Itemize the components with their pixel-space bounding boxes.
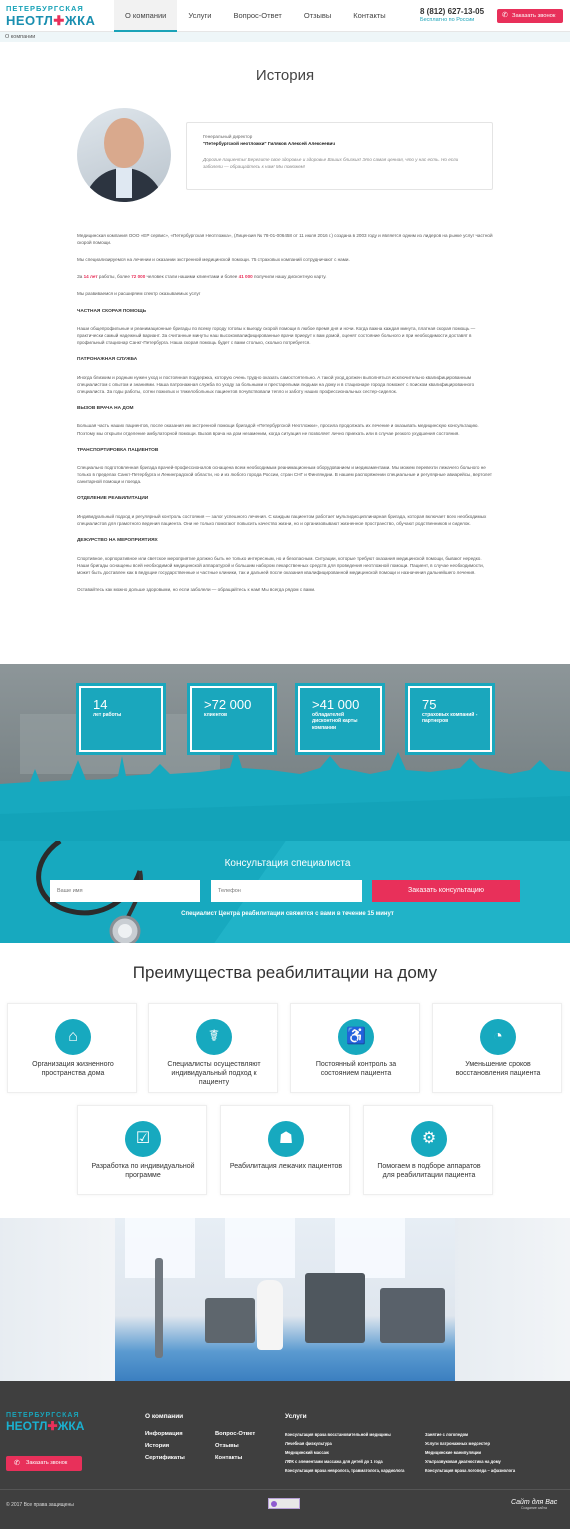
exercise-machine — [380, 1288, 445, 1343]
footer-service-link[interactable]: Консультация врача восстановительной медицины — [285, 1432, 391, 1437]
article-figures — [77, 273, 493, 280]
footer-link-reviews[interactable]: Отзывы — [215, 1443, 239, 1449]
stat-cards — [298, 686, 382, 752]
breadcrumb — [0, 32, 570, 42]
article-expansion: Мы развиваемся и расширяем спектр оказываемых услуг — [77, 291, 201, 297]
footer-service-link[interactable]: ЛФК с элементами массажа для детей до 1 года — [285, 1459, 383, 1464]
nav-contacts[interactable]: Контакты — [353, 11, 386, 20]
article-specialization: Мы специализируемся на лечении и оказании экстренной медицинской помощи. 75 страховых компаний сотрудничают с нами. — [77, 257, 350, 263]
main-nav — [114, 0, 397, 32]
figures-years: 14 лет — [83, 274, 98, 280]
footer-service-link[interactable]: Консультация врача логопеда – афазиолога — [425, 1468, 516, 1473]
developer-mark-sub: Создание сайта — [521, 1506, 547, 1510]
breadcrumb-item[interactable]: О компании — [5, 34, 36, 40]
advantages-title: Преимущества реабилитации на дому — [132, 963, 438, 982]
exercise-machine — [205, 1298, 255, 1343]
consultation-title: Консультация специалиста — [224, 858, 351, 869]
nav-faq[interactable]: Вопрос-Ответ — [233, 11, 282, 20]
section-heading-home-doctor: ВЫЗОВ ВРАЧА НА ДОМ — [77, 406, 134, 412]
photo-left-faded — [0, 1218, 115, 1381]
article-closing: Оставайтесь как можно дольше здоровыми, но если заболели — обращайтесь к нам! Мы всегда рядом с вами. — [77, 586, 316, 592]
footer-service-link[interactable]: Лечебная физкультура — [285, 1441, 332, 1446]
footer-logo-text-b: ЖКА — [57, 1419, 85, 1433]
footer-call-button[interactable] — [6, 1456, 82, 1471]
footer-about-title: О компании — [145, 1413, 184, 1420]
logo-text-a: НЕОТЛ — [6, 12, 54, 28]
footer-logo-line2 — [6, 1420, 84, 1432]
footer-service-link[interactable]: Ультразвуковая диагностика на дому — [425, 1459, 501, 1464]
advantage-label: Уменьшение сроков восстановления пациента — [455, 1061, 541, 1078]
rehab-gym-photo — [0, 1218, 570, 1381]
footer — [0, 1381, 570, 1529]
developer-mark-text: Сайт для Вас — [511, 1499, 558, 1506]
patient-figure — [257, 1280, 283, 1350]
footer-divider — [0, 1489, 570, 1490]
logo-text-b: ЖКА — [64, 12, 96, 28]
counter-logo-icon — [271, 1501, 277, 1507]
figures-text-b: работы, более — [97, 274, 132, 280]
logo[interactable] — [6, 5, 95, 27]
director-head — [104, 118, 144, 168]
section-text-patronage: Иногда близким и родным нужен уход и постоянная поддержка, которую очень трудно оказать самостоятельно. А такой уход должен выполняться исключительно квалифицированным специалистом с опытом и знаниями. Наша патронажная служба по уходу за больными и престарелыми людьми на дому и в стационаре города поможет с поиском квалифицированного специалиста. За годы работы, сотни пожилых и тяжелобольных пациентов почувствовали тепло и заботу наших профессиональных сестер-сиделок. — [77, 374, 475, 394]
exercise-machine — [305, 1273, 365, 1343]
developer-mark[interactable] — [511, 1499, 557, 1510]
phone-icon: ✆ — [14, 1460, 20, 1467]
advantage-card — [7, 1003, 137, 1093]
figures-cards: 41 000 — [238, 274, 253, 280]
figures-text-d: получили нашу дисконтную карту. — [252, 274, 327, 280]
header — [0, 0, 570, 32]
director-name: "Петербургской неотложки" Гиляков Алексей Алексеевич — [203, 140, 336, 146]
section-text-ambulance: Наши общепрофильные и реанимационные бригады по всему городу готовы к выезду скорой помощи в любое время дня и ночи. Когда важна каждая минута, платная скорая помощь — практически самый надежный вариант. За считанные минуты наш высококвалифицированные врачи приедут к вам домой, оценят состояние больного и при необходимости доставят в профильный стационар Санкт-Петербурга. Наша скорая помощь будет с вами столько, сколько потребуется. — [77, 325, 476, 346]
director-role: Генеральный директор — [203, 134, 253, 139]
section-text-events: Спортивное, корпоративное или светское мероприятие должно быть не только интересным, но и безопасным. Ситуации, которые требуют оказания медицинской помощи, бывают нередко. Наши бригады оснащены всей необходимой медицинской аппаратурой и большим набором лекарственных средств для проведения неотложной помощи. Пациент, в случае необходимости, может быть доставлен как в ведущие государственные и частные клиники, так и дальней после оказания квалифицированной медицинской помощи и назначения дальнейшего лечения. — [77, 555, 484, 575]
director-photo — [77, 108, 171, 202]
phone-icon: ✆ — [502, 12, 508, 19]
person-clock-icon: ◔ — [480, 1019, 516, 1055]
footer-service-link[interactable]: Занятие с логопедом — [425, 1432, 469, 1437]
advantage-card — [363, 1105, 493, 1195]
advantage-card — [148, 1003, 278, 1093]
advantage-label: Организация жизненного пространства дома — [32, 1061, 114, 1078]
footer-link-certificates[interactable]: Сертификаты — [145, 1455, 185, 1461]
advantage-card — [220, 1105, 350, 1195]
advantage-card — [77, 1105, 207, 1195]
footer-call-label: Заказать звонок — [26, 1460, 68, 1466]
phone-note: Бесплатно по России — [420, 17, 475, 23]
director-quote — [186, 122, 493, 190]
stat-label: страховых компаний - партнеров — [422, 712, 478, 725]
figures-clients: 72 000 — [131, 274, 146, 280]
exercise-machine — [155, 1258, 163, 1358]
footer-link-contacts[interactable]: Контакты — [215, 1455, 243, 1461]
stat-value: >41 000 — [312, 697, 360, 712]
visit-counter[interactable] — [268, 1498, 300, 1509]
advantage-card — [432, 1003, 562, 1093]
footer-link-info[interactable]: Информация — [145, 1431, 183, 1437]
section-heading-rehab: ОТДЕЛЕНИЕ РЕАБИЛИТАЦИИ — [77, 496, 149, 502]
call-button[interactable] — [497, 9, 563, 23]
stats-band — [0, 664, 570, 841]
stat-value: 75 — [422, 697, 437, 712]
stat-label: клиентов — [204, 712, 228, 718]
footer-service-link[interactable]: Медицинские манипуляции — [425, 1450, 482, 1455]
window — [335, 1218, 405, 1278]
footer-service-link[interactable]: Консультация врача невролога, травматолога, кардиолога — [285, 1468, 405, 1473]
advantage-card — [290, 1003, 420, 1093]
photo-right-faded — [455, 1218, 570, 1381]
advantage-label: Специалисты осуществляют индивидуальный подход к пациенту — [167, 1061, 261, 1087]
footer-link-faq[interactable]: Вопрос-Ответ — [215, 1431, 256, 1437]
logo-line2 — [6, 14, 95, 27]
footer-link-history[interactable]: История — [145, 1443, 170, 1449]
copyright: © 2017 Все права защищены — [6, 1502, 74, 1508]
figures-text-a: За — [77, 274, 84, 280]
article-intro: Медицинская компания ООО «ЕР сервис», «Петербургская Неотложка», (Лицензия № 78-01-006458 от 11 июля 2016 г.) создана в 2003 году и является одним из лидеров на рынке услуг частной скорой помощи. — [77, 233, 493, 246]
stat-label: лет работы — [93, 712, 122, 718]
footer-logo-line1: ПЕТЕРБУРГСКАЯ — [6, 1412, 80, 1419]
stat-clients — [190, 686, 274, 752]
footer-service-link[interactable]: Медицинский массаж — [285, 1450, 329, 1455]
figures-text-c: человек стали нашими клиентами и более — [145, 274, 239, 280]
window — [225, 1218, 295, 1278]
stat-value: >72 000 — [204, 697, 252, 712]
director-message: Дорогие пациенты! Берегите свое здоровье и здоровье Ваших близких! Это самая ценная, что у нас есть. Но если заболели — обращайтесь к нам! Мы поможем! — [203, 156, 459, 169]
logo-cross-icon: ✚ — [53, 12, 65, 28]
doctor-icon: ☤ — [196, 1019, 232, 1055]
home-hand-icon: ⌂ — [55, 1019, 91, 1055]
stat-insurers — [408, 686, 492, 752]
phone-number[interactable]: 8 (812) 627-13-05 — [420, 7, 485, 16]
stat-value: 14 — [93, 697, 108, 712]
history-article — [77, 232, 493, 603]
name-input[interactable] — [50, 880, 200, 902]
footer-logo[interactable] — [6, 1412, 84, 1432]
footer-service-link[interactable]: Услуги патронажных медсестер — [425, 1441, 490, 1446]
section-heading-patronage: ПАТРОНАЖНАЯ СЛУЖБА — [77, 357, 138, 363]
clipboard-icon: ☑ — [125, 1121, 161, 1157]
logo-line1: ПЕТЕРБУРГСКАЯ — [6, 4, 84, 13]
section-text-transport: Специально подготовленная бригада врачей-профессионалов оснащена всем необходимым реанимационным оборудованием и медикаментами. Мы можем перевезти лежачего больного не только в пределах Санкт-Петербурга и Ленинградской области, но и из любого города России, стран СНГ и Финляндии. В нашем распоряжении специальные и регулярные авиарейсы, вертолет санитарной помощи и поезда. — [77, 465, 492, 485]
nav-about[interactable]: О компании — [114, 0, 177, 32]
section-heading-events: ДЕЖУРСТВО НА МЕРОПРИЯТИЯХ — [77, 538, 158, 544]
advantage-label: Реабилитация лежачих пациентов — [229, 1163, 343, 1170]
section-heading-ambulance: ЧАСТНАЯ СКОРАЯ ПОМОЩЬ — [77, 308, 147, 314]
section-text-home-doctor: Большая часть наших пациентов, после оказания им экстренной помощи бригадой «Петербургской Неотложки», просила продолжать их лечение и оказывать медицинскую консультацию. Поэтому мы открыли отделение амбулаторной помощи. Вызов врача на дом незаменим, когда ситуация не позволяет лично приехать или в случае резкого ухудшения состояния. — [77, 423, 479, 436]
footer-logo-text-a: НЕОТЛ — [6, 1419, 48, 1433]
advantage-label: Постоянный контроль за состоянием пациента — [315, 1061, 397, 1078]
consultation-note: Специалист Центра реабилитации свяжется с вами в течение 15 минут — [181, 911, 394, 917]
advantage-label: Разработка по индивидуальной программе — [91, 1163, 195, 1180]
page-title: История — [255, 67, 315, 84]
consultation-form — [0, 841, 570, 943]
nav-reviews[interactable]: Отзывы — [303, 11, 332, 20]
stat-years — [79, 686, 163, 752]
photo-main — [115, 1218, 455, 1381]
header-phone — [420, 7, 484, 23]
section-text-rehab: Индивидуальный подход и регулярный контроль состояния — залог успешного лечения. С каждым пациентом работает мультидисциплинарная бригада, которая включает всех необходимых специалистов для грамотного ведения пациента. Они не только помогают повысить качество жизни, но и организовывают жизненное пространство, обучают родственников и сиделок. — [77, 513, 487, 526]
stat-label: обладателей дисконтной карты компании — [312, 712, 358, 731]
rehab-machine-icon: ⚙ — [411, 1121, 447, 1157]
nurse-wheelchair-icon: ♿ — [338, 1019, 374, 1055]
footer-services-title: Услуги — [285, 1413, 307, 1420]
call-button-label: Заказать звонок — [512, 13, 556, 19]
phone-input[interactable] — [211, 880, 362, 902]
logo-cross-icon: ✚ — [47, 1419, 58, 1433]
nav-services[interactable]: Услуги — [188, 11, 212, 20]
director-shirt — [116, 168, 132, 198]
bed-patient-icon: ☗ — [268, 1121, 304, 1157]
order-consultation-button[interactable]: Заказать консультацию — [372, 880, 520, 902]
section-heading-transport: ТРАНСПОРТИРОВКА ПАЦИЕНТОВ — [77, 447, 159, 453]
advantage-label: Помогаем в подборе аппаратов для реабилитации пациента — [377, 1163, 481, 1180]
